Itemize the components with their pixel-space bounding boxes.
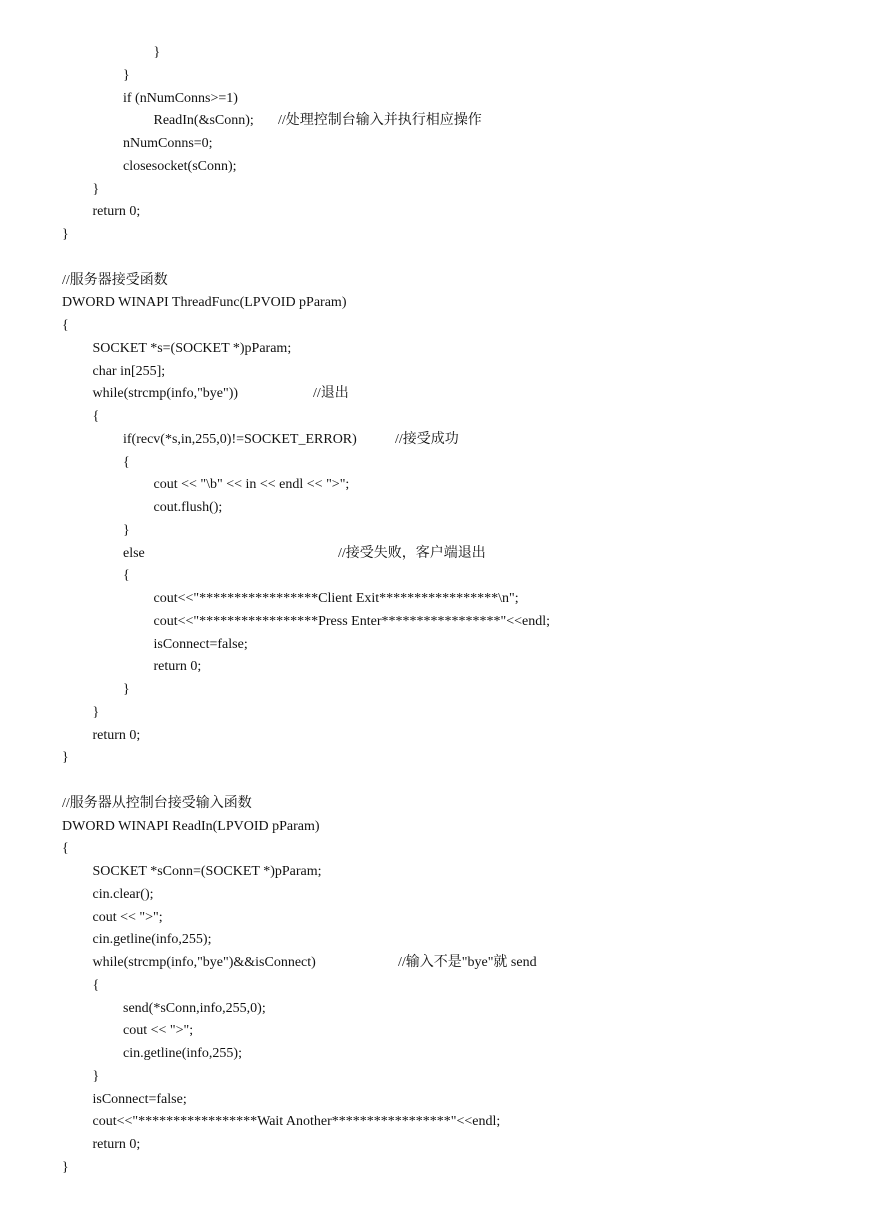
code-text: isConnect=false; bbox=[153, 636, 248, 652]
code-text: { bbox=[123, 568, 130, 584]
code-text: //服务器接受函数 bbox=[62, 272, 168, 288]
code-line bbox=[123, 1021, 859, 1041]
code-text: while(strcmp(info,"bye")&&isConnect) bbox=[92, 955, 316, 970]
code-line bbox=[123, 66, 859, 86]
code-line bbox=[123, 157, 859, 177]
code-line bbox=[93, 703, 860, 723]
code-line bbox=[93, 202, 860, 222]
code-text: } bbox=[62, 1159, 69, 1175]
code-comment: //处理控制台输入并执行相应操作 bbox=[278, 113, 482, 129]
code-line bbox=[154, 498, 860, 518]
code-text: cout<<"*****************Wait Another*****************"<<endl; bbox=[92, 1114, 501, 1130]
code-line bbox=[123, 521, 859, 541]
code-line bbox=[154, 111, 860, 131]
code-line bbox=[62, 225, 859, 245]
code-text: { bbox=[92, 409, 100, 424]
code-line bbox=[62, 293, 859, 313]
code-line bbox=[123, 566, 859, 586]
code-line bbox=[62, 839, 859, 859]
code-text: { bbox=[123, 454, 130, 470]
code-text: nNumConns=0; bbox=[123, 136, 213, 151]
blank-line bbox=[62, 771, 859, 791]
code-text: } bbox=[123, 682, 130, 697]
code-line bbox=[154, 635, 860, 655]
code-line bbox=[154, 589, 860, 609]
code-text: cout << "\b" << in << endl << ">"; bbox=[153, 477, 350, 493]
code-text: isConnect=false; bbox=[92, 1091, 187, 1107]
code-line bbox=[93, 976, 860, 996]
code-line bbox=[93, 362, 860, 382]
code-text: cout << ">"; bbox=[92, 909, 163, 925]
code-line bbox=[154, 475, 860, 495]
code-text: if(recv(*s,in,255,0)!=SOCKET_ERROR) bbox=[123, 431, 357, 447]
code-line bbox=[62, 1158, 859, 1178]
code-text: cin.getline(info,255); bbox=[92, 932, 212, 948]
code-line bbox=[123, 430, 859, 450]
code-line bbox=[93, 908, 860, 928]
code-text: ReadIn(&sConn); bbox=[153, 113, 254, 129]
code-line bbox=[123, 544, 859, 564]
code-line bbox=[123, 134, 859, 154]
code-comment: //接受失败，客户端退出 bbox=[338, 545, 486, 561]
code-text: send(*sConn,info,255,0); bbox=[123, 1000, 266, 1016]
code-text: } bbox=[62, 750, 69, 766]
code-text: return 0; bbox=[92, 1137, 141, 1152]
code-text: cout<<"*****************Press Enter*****************"<<endl; bbox=[153, 613, 550, 629]
code-text: cout<<"*****************Client Exit*****************\n"; bbox=[153, 591, 519, 606]
code-line bbox=[93, 930, 860, 950]
code-line bbox=[93, 180, 860, 200]
code-comment: //退出 bbox=[313, 386, 349, 402]
code-line bbox=[154, 612, 860, 632]
code-text: else bbox=[123, 545, 145, 561]
code-line bbox=[93, 726, 860, 746]
code-text: SOCKET *sConn=(SOCKET *)pParam; bbox=[92, 864, 322, 879]
code-line bbox=[154, 43, 860, 63]
code-line bbox=[93, 885, 860, 905]
code-line bbox=[62, 316, 859, 336]
code-text: return 0; bbox=[92, 727, 141, 743]
code-line bbox=[62, 794, 859, 814]
code-text: cout.flush(); bbox=[153, 500, 223, 515]
code-line bbox=[93, 1067, 860, 1087]
code-text: } bbox=[92, 181, 100, 197]
code-line bbox=[62, 271, 859, 291]
code-line bbox=[123, 453, 859, 473]
code-text: char in[255]; bbox=[92, 363, 166, 379]
code-line bbox=[123, 89, 859, 109]
code-text: //服务器从控制台接受输入函数 bbox=[62, 795, 252, 811]
code-line bbox=[93, 1090, 860, 1110]
code-line bbox=[93, 339, 860, 359]
code-line bbox=[123, 680, 859, 700]
code-text: cin.getline(info,255); bbox=[123, 1046, 242, 1061]
code-comment: //输入不是"bye"就 send bbox=[398, 955, 537, 970]
code-comment: //接受成功 bbox=[395, 431, 459, 447]
code-text: SOCKET *s=(SOCKET *)pParam; bbox=[92, 340, 292, 356]
code-line bbox=[123, 1044, 859, 1064]
code-text: { bbox=[62, 318, 69, 333]
code-text: return 0; bbox=[153, 659, 202, 675]
code-text: closesocket(sConn); bbox=[123, 158, 237, 174]
code-line bbox=[62, 748, 859, 768]
code-line bbox=[154, 657, 860, 677]
code-line bbox=[93, 953, 860, 973]
code-text: { bbox=[62, 841, 69, 857]
code-line bbox=[93, 862, 860, 882]
blank-line bbox=[62, 248, 859, 268]
code-text: } bbox=[62, 227, 69, 242]
code-line bbox=[93, 384, 860, 404]
code-text: DWORD WINAPI ReadIn(LPVOID pParam) bbox=[62, 818, 320, 834]
code-text: while(strcmp(info,"bye")) bbox=[92, 386, 239, 402]
code-line bbox=[123, 999, 859, 1019]
code-text: return 0; bbox=[92, 204, 141, 220]
code-text: cin.clear(); bbox=[92, 886, 154, 902]
code-line bbox=[93, 1112, 860, 1132]
code-text: } bbox=[92, 704, 100, 720]
code-text: if (nNumConns>=1) bbox=[123, 90, 238, 106]
code-text: DWORD WINAPI ThreadFunc(LPVOID pParam) bbox=[62, 295, 347, 311]
code-text: } bbox=[153, 45, 161, 60]
code-line bbox=[93, 407, 860, 427]
code-text: } bbox=[123, 522, 130, 538]
code-text: } bbox=[92, 1068, 100, 1084]
code-line bbox=[62, 817, 859, 837]
code-text: } bbox=[123, 67, 130, 83]
code-line bbox=[93, 1135, 860, 1155]
code-text: cout << ">"; bbox=[123, 1023, 194, 1039]
code-text: { bbox=[92, 977, 100, 993]
